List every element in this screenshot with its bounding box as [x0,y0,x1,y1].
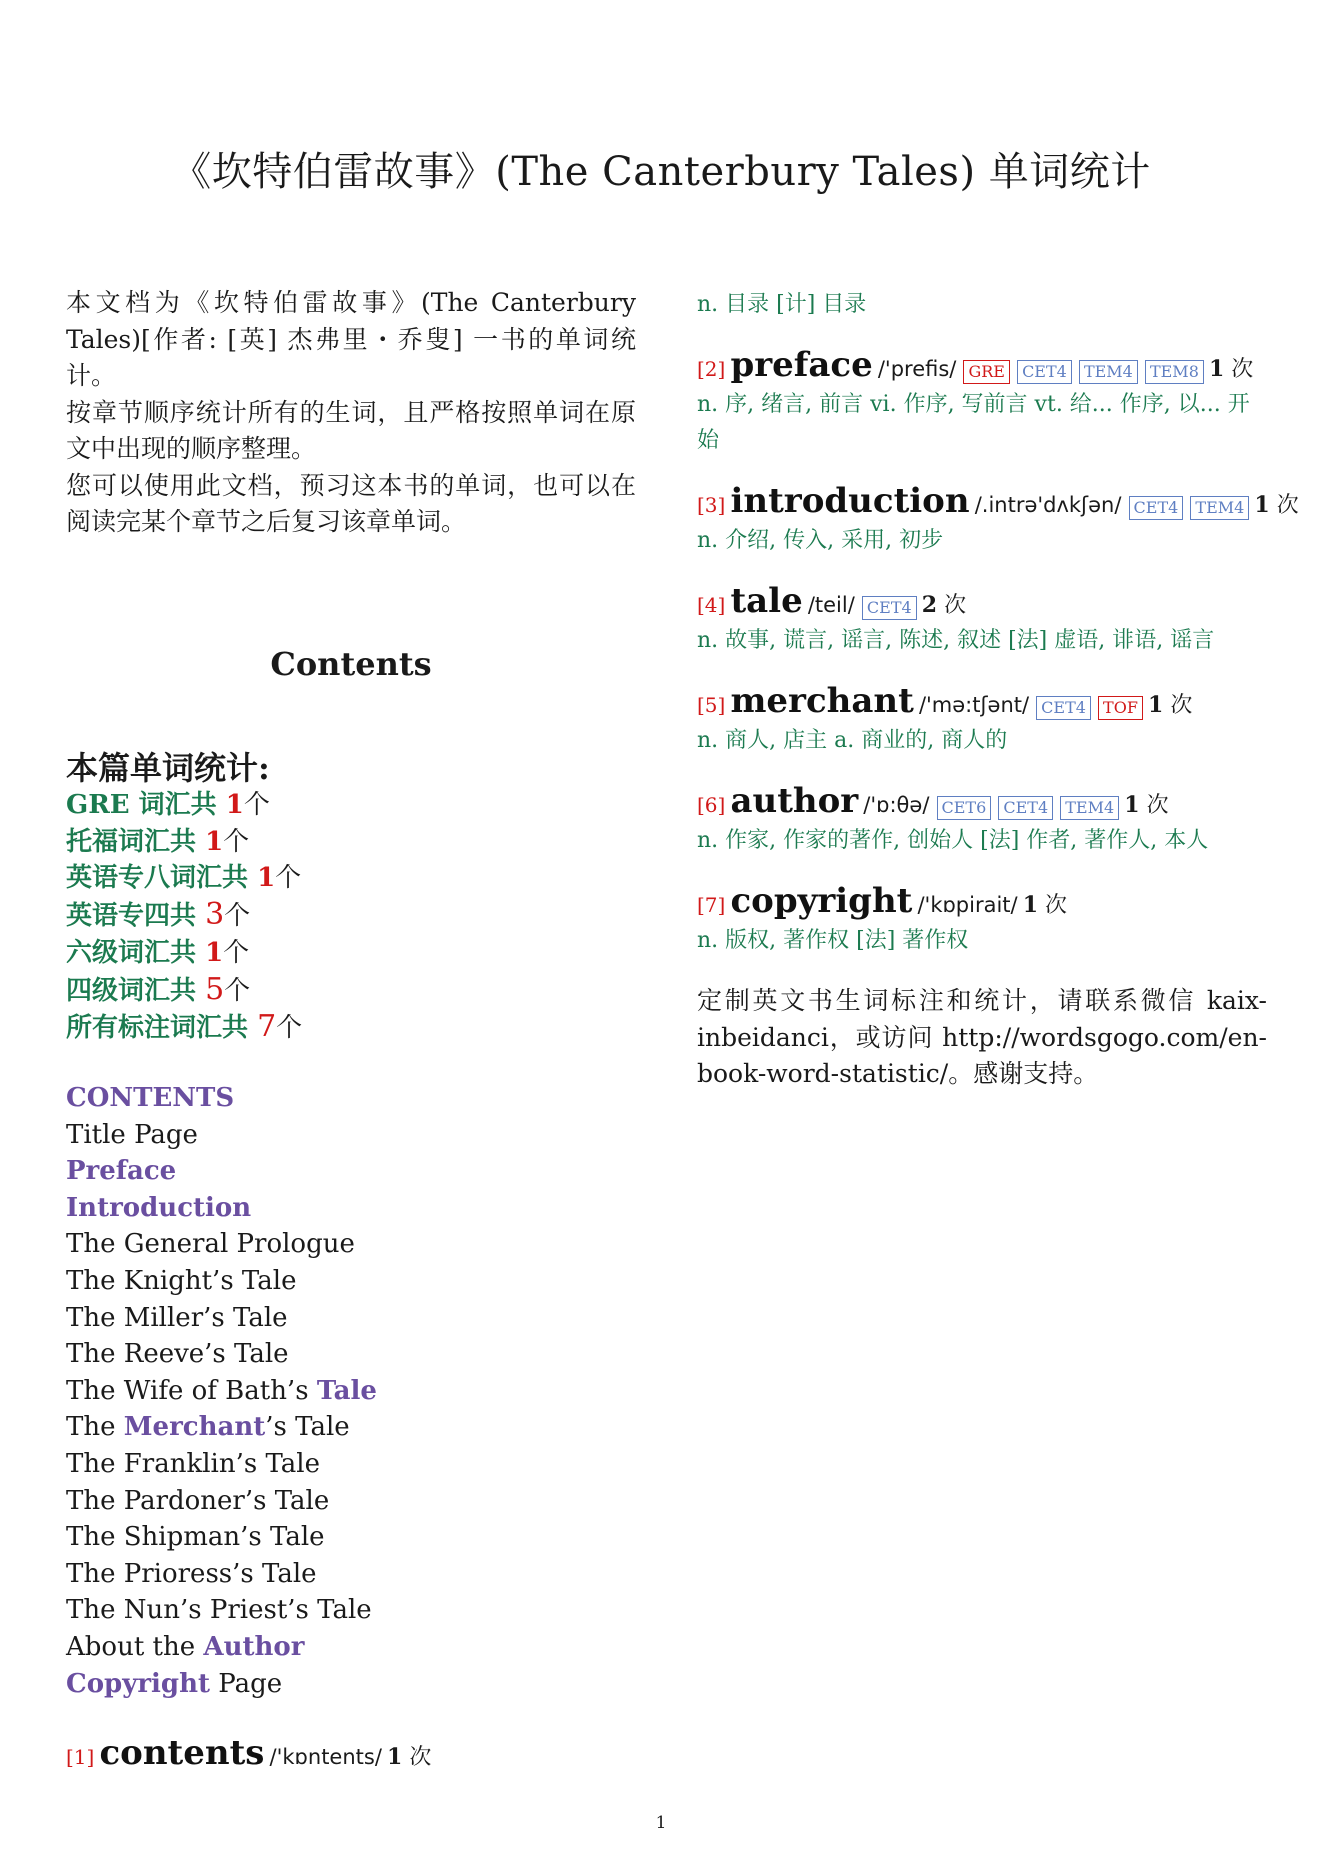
stat-tem8: 英语专八词汇共 1个 [66,863,302,894]
stat-tem4: 英语专四共 3个 [66,897,251,933]
entry-tale [697,581,1267,621]
toc-wife-of-baths-tale[interactable]: The Wife of Bath’s Tale [66,1375,377,1406]
toc-about-author[interactable]: About the Author [66,1631,305,1662]
entry-word: author [730,781,859,821]
stat-cet6: 六级词汇共 1个 [66,937,250,968]
toc-general-prologue[interactable]: The General Prologue [66,1229,355,1260]
toc-merchants-tale[interactable]: The Merchant’s Tale [66,1412,350,1443]
entry-index: [2] [697,357,726,381]
entry-phonetic: /.intrə'dʌkʃən/ [974,493,1122,517]
intro-line-2: 按章节顺序统计所有的生词，且严格按照单词在原文中出现的顺序整理。 [66,397,636,463]
tag-cet4: CET4 [862,596,917,620]
toc-shipmans-tale[interactable]: The Shipman’s Tale [66,1522,325,1553]
tag-cet4: CET4 [1036,696,1091,720]
entry-index: [4] [697,593,726,617]
entry-phonetic: /'prefis/ [877,357,957,381]
stat-toefl: 托福词汇共 1个 [66,826,250,857]
tag-cet4: CET4 [1129,496,1184,520]
entry-tale-definition: n. 故事, 谎言, 谣言, 陈述, 叙述 [法] 虚语, 诽语, 谣言 [697,628,1215,653]
entry-merchant-definition: n. 商人, 店主 a. 商业的, 商人的 [697,728,1008,753]
tag-cet4: CET4 [998,796,1053,820]
intro-text [66,285,636,541]
tag-tem4: TEM4 [1079,360,1138,384]
toc-title-page[interactable]: Title Page [66,1119,198,1150]
entry-count: 1 次 [1022,892,1068,918]
entry-phonetic: /teil/ [807,593,855,617]
tag-cet6: CET6 [937,796,992,820]
entry-contents [66,1733,431,1773]
entry-author [697,781,1267,821]
stat-cet4: 四级词汇共 5个 [66,971,251,1007]
entry-phonetic: /'ɒ:θə/ [863,793,930,817]
entry-author-definition: n. 作家, 作家的著作, 创始人 [法] 作者, 著作人, 本人 [697,828,1209,853]
stats-heading: 本篇单词统计: [66,749,270,787]
toc-contents[interactable]: CONTENTS [66,1083,235,1113]
entry-phonetic: /'mə:tʃənt/ [918,693,1030,717]
entry-index: [1] [66,1745,95,1769]
promo-text: 定制英文书生词标注和统计，请联系微信 kaix-inbeidanci，或访问 http://wordsgogo.com/en-book-word-statistic/。感谢支持。 [697,986,1267,1088]
entry-introduction [697,481,1299,521]
table-of-contents [66,1080,377,1702]
stat-gre: GRE 词汇共 1个 [66,790,270,820]
entry-count: 1 次 [387,1744,432,1770]
entry-count: 2 次 [921,592,967,618]
entry-count: 1 次 [1208,356,1254,382]
entry-contents-definition: n. 目录 [计] 目录 [697,292,867,317]
entry-count: 1 次 [1148,692,1193,718]
toc-franklins-tale[interactable]: The Franklin’s Tale [66,1448,320,1479]
intro-line-3: 您可以使用此文档，预习这本书的单词，也可以在阅读完某个章节之后复习该章单词。 [66,470,636,536]
entry-count: 1 次 [1124,792,1169,818]
intro-line-1: 本文档为《坎特伯雷故事》(The Canterbury Tales)[作者: [英] 杰弗里・乔叟] 一书的单词统计。 [66,288,636,390]
toc-prioress-tale[interactable]: The Prioress’s Tale [66,1558,317,1589]
toc-copyright-page[interactable]: Copyright Page [66,1668,283,1699]
toc-pardoners-tale[interactable]: The Pardoner’s Tale [66,1485,330,1516]
entry-word: introduction [730,481,970,521]
stats-list [66,787,302,1047]
tag-gre: GRE [963,360,1010,384]
entry-copyright-definition: n. 版权, 著作权 [法] 著作权 [697,928,969,953]
entry-count: 1 次 [1254,492,1299,518]
entry-word: preface [730,345,873,385]
contents-heading: Contents [270,645,432,683]
entry-merchant [697,681,1267,721]
toc-nuns-priests-tale[interactable]: The Nun’s Priest’s Tale [66,1595,372,1626]
tag-cet4: CET4 [1017,360,1072,384]
entry-index: [6] [697,793,726,817]
entry-index: [3] [697,493,726,517]
entry-introduction-definition: n. 介绍, 传入, 采用, 初步 [697,528,944,553]
entry-copyright [697,881,1267,921]
page-title: 《坎特伯雷故事》(The Canterbury Tales) 单词统计 [171,149,1151,195]
toc-introduction[interactable]: Introduction [66,1192,252,1223]
entry-index: [7] [697,893,726,917]
entry-word: merchant [730,681,914,721]
toc-knights-tale[interactable]: The Knight’s Tale [66,1265,297,1296]
entry-word: copyright [730,881,913,921]
entry-word: tale [730,581,803,621]
stat-all: 所有标注词汇共 7个 [66,1009,303,1045]
tag-tem4: TEM4 [1190,496,1249,520]
tag-tof: TOF [1098,696,1143,720]
toc-preface[interactable]: Preface [66,1156,177,1187]
toc-millers-tale[interactable]: The Miller’s Tale [66,1302,288,1333]
entry-index: [5] [697,693,726,717]
entry-phonetic: /'kɒpirait/ [917,893,1018,917]
entry-preface-definition: n. 序, 绪言, 前言 vi. 作序, 写前言 vt. 给... 作序, 以... 开始 [697,392,1250,453]
toc-reeves-tale[interactable]: The Reeve’s Tale [66,1339,289,1370]
page-number: 1 [655,1813,667,1833]
entry-preface [697,345,1267,385]
tag-tem8: TEM8 [1145,360,1204,384]
tag-tem4: TEM4 [1060,796,1119,820]
entry-word: contents [99,1733,265,1773]
entry-phonetic: /'kɒntents/ [269,1745,382,1769]
